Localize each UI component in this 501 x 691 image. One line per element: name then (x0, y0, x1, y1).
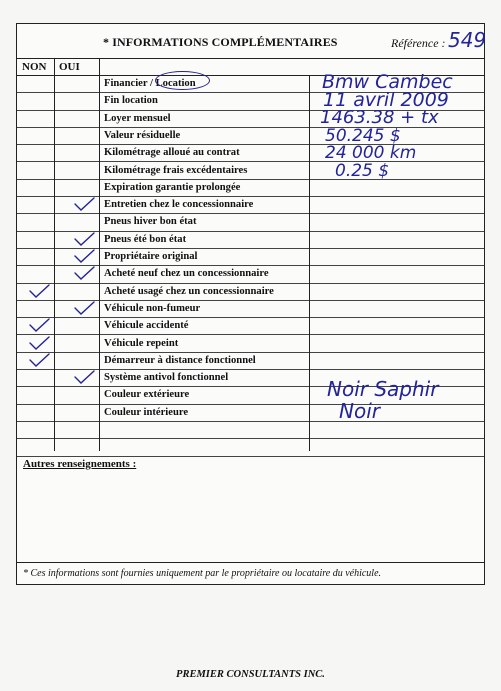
company-name: PREMIER CONSULTANTS INC. (176, 669, 325, 680)
table-row (17, 214, 484, 231)
location-circle-mark (155, 71, 210, 90)
table-row (17, 106, 484, 128)
row-label: Fin location (104, 95, 158, 107)
divider-value (309, 76, 310, 451)
row-handwritten-value: Bmw Cambec (322, 71, 453, 93)
checkmark-oui-icon (73, 197, 95, 212)
row-label: Démarreur à distance fonctionnel (104, 354, 256, 366)
info-form (16, 23, 485, 585)
checkmark-oui-icon (73, 249, 95, 264)
checkmark-oui-icon (73, 232, 95, 247)
table-row (17, 266, 484, 283)
row-label: Loyer mensuel (104, 112, 171, 124)
divider-non (54, 58, 55, 451)
footnote: * Ces informations sont fournies uniquement par le propriétaire ou locataire du véhicule. (23, 568, 382, 579)
row-label: Entretien chez le concessionnaire (104, 199, 254, 211)
row-label: Propriétaire original (104, 251, 198, 262)
col-head-non: NON (22, 61, 47, 73)
checkmark-non-icon (28, 284, 50, 299)
table-row (17, 318, 484, 335)
table-row (17, 232, 484, 249)
table-row (17, 197, 484, 214)
row-label: Financier / Location (104, 78, 196, 89)
row-label: Couleur extérieure (104, 389, 190, 401)
row-label: Véhicule non-fumeur (104, 302, 201, 314)
divider-oui (99, 58, 100, 451)
row-label: Pneus hiver bon état (104, 216, 197, 228)
row-label: Acheté usagé chez un concessionnaire (104, 285, 274, 297)
table-row (17, 439, 484, 456)
checkmark-non-icon (28, 336, 50, 351)
table-row (17, 301, 484, 318)
other-info-label: Autres renseignements : (23, 458, 137, 470)
table-row (17, 353, 484, 370)
checkmark-oui-icon (73, 266, 95, 281)
col-head-oui: OUI (59, 61, 80, 73)
row-label: Kilométrage frais excédentaires (104, 164, 248, 176)
table-row (17, 145, 484, 162)
row-handwritten-value: 24 000 km (325, 143, 417, 164)
footnote-divider (17, 562, 484, 563)
row-handwritten-value: 1463.38 + tx (320, 106, 439, 128)
table-row (17, 249, 484, 266)
table-row (17, 422, 484, 439)
row-label: Véhicule accidenté (104, 320, 189, 332)
row-label: Kilométrage alloué au contrat (104, 147, 240, 159)
row-label: Expiration garantie prolongée (104, 181, 241, 193)
row-label: Véhicule repeint (104, 337, 179, 349)
checkmark-oui-icon (73, 370, 95, 385)
reference-label: Référence : (391, 36, 446, 50)
row-label: Couleur intérieure (104, 406, 189, 418)
row-handwritten-value: 0.25 $ (335, 160, 390, 181)
table-row (17, 160, 484, 181)
row-label: Acheté neuf chez un concessionnaire (104, 268, 269, 280)
checkmark-non-icon (28, 353, 50, 368)
row-handwritten-value: 11 avril 2009 (323, 89, 449, 112)
table-row (17, 398, 484, 423)
row-label: Pneus été bon état (104, 233, 187, 245)
row-handwritten-value: 50.245 $ (325, 125, 401, 146)
row-handwritten-value: Noir (339, 398, 380, 423)
checkmark-non-icon (28, 318, 50, 333)
form-header (17, 24, 487, 59)
table-row (17, 284, 484, 301)
form-title: * INFORMATIONS COMPLÉMENTAIRES (103, 35, 338, 49)
row-label: Système antivol fonctionnel (104, 372, 229, 384)
row-handwritten-value: Noir Saphir (327, 377, 439, 402)
reference-value: 549 (448, 28, 487, 52)
checkmark-oui-icon (73, 301, 95, 316)
table-row (17, 336, 484, 353)
row-label: Valeur résiduelle (104, 129, 181, 141)
table-row (17, 180, 484, 197)
